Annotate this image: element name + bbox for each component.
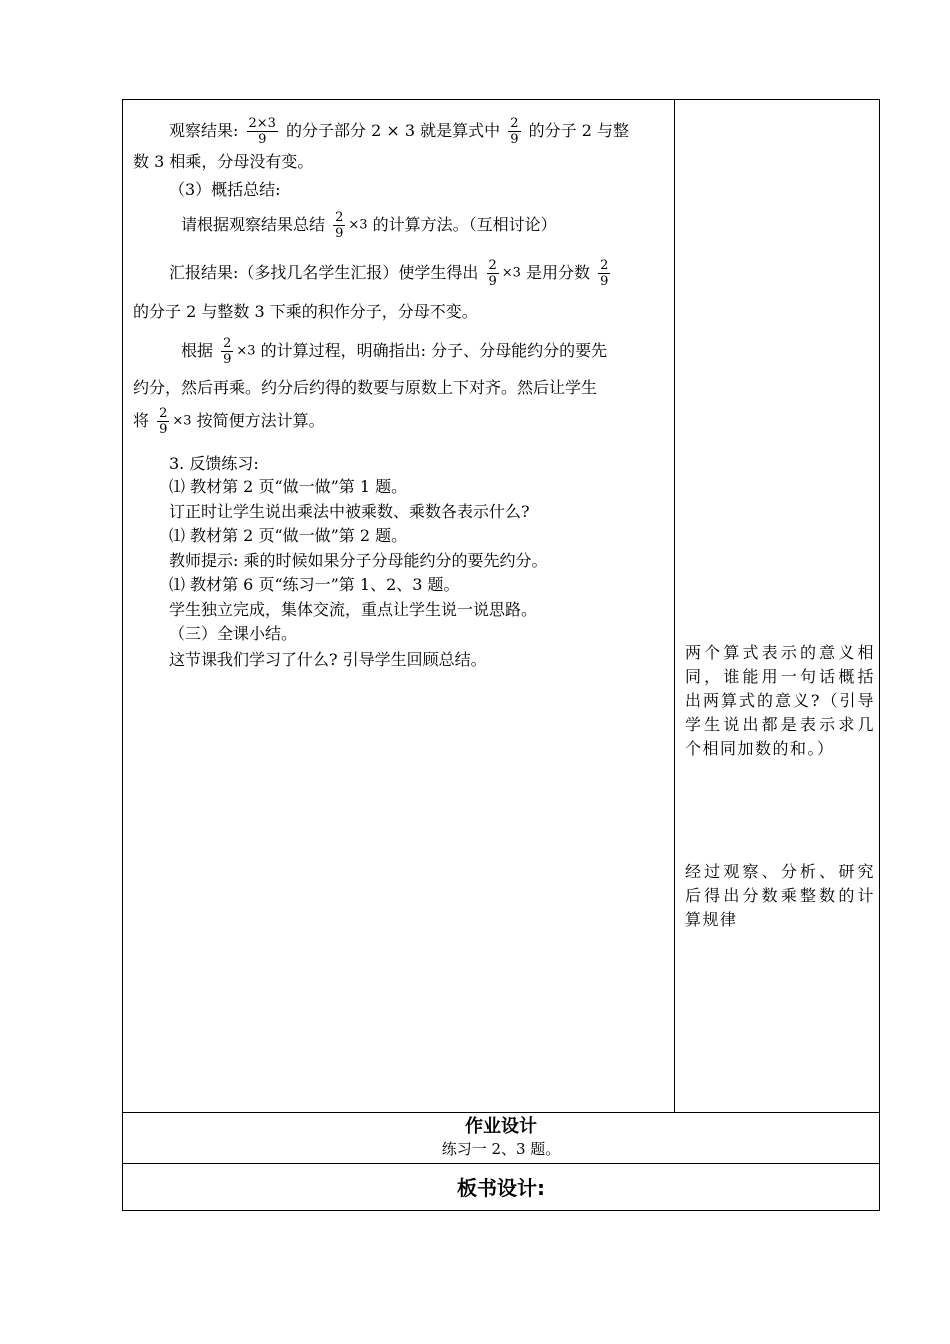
observation-label: 观察结果: <box>169 121 239 140</box>
basis-line-1 <box>181 336 607 367</box>
times-three: ×3 <box>501 265 521 281</box>
fraction-2-over-9 <box>157 406 169 437</box>
exercise-1-note: 订正时让学生说出乘法中被乘数、乘数各表示什么? <box>169 502 530 521</box>
fraction-2-over-9 <box>221 336 233 367</box>
basis-text: 按简便方法计算。 <box>196 411 325 430</box>
observation-text: 的分子 2 与整 <box>528 121 629 140</box>
report-text: 汇报结果:（多找几名学生汇报）使学生得出 <box>169 263 479 282</box>
design-note-2: 经过观察、分析、研究后得出分数乘整数的计算规律 <box>685 862 875 929</box>
fraction-numerator: 2 <box>159 406 168 421</box>
basis-line-2: 约分，然后再乘。约分后约得的数要与原数上下对齐。然后让学生 <box>133 378 598 397</box>
exercise-2-note: 教师提示: 乘的时候如果分子分母能约分的要先约分。 <box>169 551 548 570</box>
times-three: ×3 <box>236 343 256 359</box>
homework-body: 练习一 2、3 题。 <box>441 1140 561 1158</box>
fraction-denominator: 9 <box>600 274 609 289</box>
wrap-up-heading: （三）全课小结。 <box>169 624 298 643</box>
fraction-2x3-over-9 <box>247 116 278 147</box>
fraction-2-over-9 <box>508 116 520 147</box>
times-three: ×3 <box>348 217 368 233</box>
design-note-1: 两个算式表示的意义相同，谁能用一句话概括出两算式的意义?（引导学生说出都是表示求几个相同加数的和。） <box>685 643 875 758</box>
lesson-plan-table <box>122 99 880 1211</box>
fraction-2-over-9 <box>487 258 499 289</box>
teaching-process-cell <box>123 100 675 1112</box>
homework-title: 作业设计 <box>465 1116 537 1137</box>
report-line-1 <box>169 258 613 289</box>
observation-line-1 <box>169 116 629 147</box>
fraction-numerator: 2 <box>488 258 497 273</box>
exercise-2: ⑴ 教材第 2 页“做一做”第 2 题。 <box>169 526 408 545</box>
fraction-numerator: 2×3 <box>248 116 276 131</box>
fraction-denominator: 9 <box>488 274 497 289</box>
wrap-up-text: 这节课我们学习了什么? 引导学生回顾总结。 <box>169 650 487 669</box>
exercise-1: ⑴ 教材第 2 页“做一做”第 1 题。 <box>169 477 408 496</box>
summary-prompt <box>181 210 557 241</box>
report-line-2: 的分子 2 与整数 3 下乘的积作分子，分母不变。 <box>133 302 478 321</box>
basis-text: 根据 <box>181 341 214 360</box>
fraction-numerator: 2 <box>223 336 232 351</box>
homework-row <box>123 1112 879 1163</box>
observation-text: 的分子部分 2 × 3 就是算式中 <box>286 121 501 140</box>
fraction-numerator: 2 <box>510 116 519 131</box>
exercise-3-note: 学生独立完成，集体交流，重点让学生说一说思路。 <box>169 600 538 619</box>
design-intent-cell <box>675 100 881 1112</box>
fraction-denominator: 9 <box>223 352 232 367</box>
summary-text: 的计算方法。（互相讨论） <box>372 215 557 234</box>
fraction-denominator: 9 <box>510 132 519 147</box>
summary-heading: （3）概括总结: <box>169 180 281 199</box>
fraction-2-over-9 <box>598 258 610 289</box>
board-design-row <box>123 1163 879 1212</box>
fraction-numerator: 2 <box>600 258 609 273</box>
basis-line-3 <box>133 406 325 437</box>
report-text: 是用分数 <box>526 263 591 282</box>
observation-line-2: 数 3 相乘，分母没有变。 <box>133 152 314 171</box>
summary-text: 请根据观察结果总结 <box>181 215 326 234</box>
basis-text: 将 <box>133 411 150 430</box>
fraction-2-over-9 <box>333 210 345 241</box>
board-design-title: 板书设计: <box>457 1176 545 1200</box>
fraction-denominator: 9 <box>159 422 168 437</box>
exercise-3: ⑴ 教材第 6 页“练习一”第 1、2、3 题。 <box>169 575 460 594</box>
fraction-denominator: 9 <box>335 226 344 241</box>
times-three: ×3 <box>172 413 192 429</box>
basis-text: 的计算过程，明确指出: 分子、分母能约分的要先 <box>260 341 608 360</box>
fraction-numerator: 2 <box>335 210 344 225</box>
fraction-denominator: 9 <box>258 132 267 147</box>
feedback-heading: 3. 反馈练习: <box>169 454 259 473</box>
